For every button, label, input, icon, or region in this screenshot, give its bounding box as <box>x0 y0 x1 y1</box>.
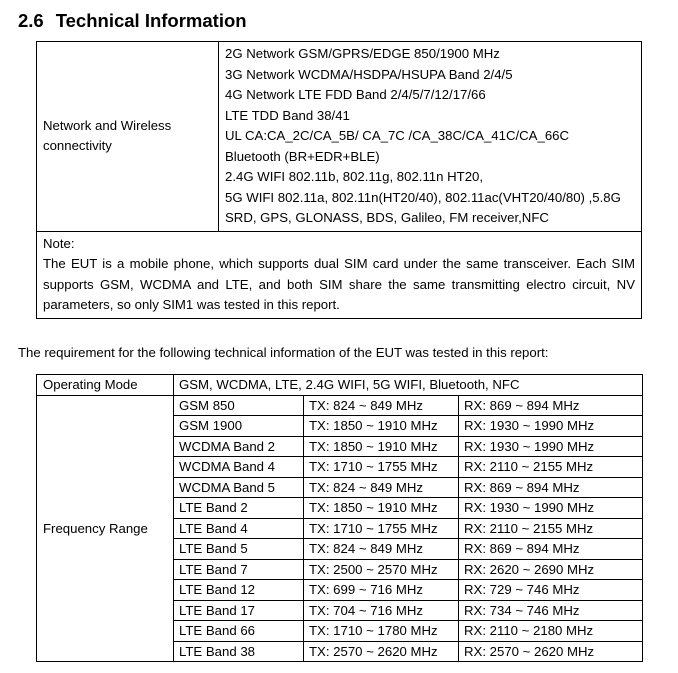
band-cell: WCDMA Band 4 <box>174 457 304 478</box>
frequency-range-label: Frequency Range <box>37 395 174 662</box>
table-row <box>37 375 643 396</box>
rx-cell: RX: 734 ~ 746 MHz <box>459 600 643 621</box>
band-cell: LTE Band 2 <box>174 498 304 519</box>
tx-cell: TX: 824 ~ 849 MHz <box>304 539 459 560</box>
band-cell: LTE Band 38 <box>174 641 304 662</box>
tx-cell: TX: 1850 ~ 1910 MHz <box>304 436 459 457</box>
tx-cell: TX: 704 ~ 716 MHz <box>304 600 459 621</box>
network-label-cell: Network and Wireless connectivity <box>37 42 219 232</box>
note-title: Note: <box>43 235 75 251</box>
frequency-table <box>36 374 643 662</box>
tx-cell: TX: 1850 ~ 1910 MHz <box>304 416 459 437</box>
note-cell <box>37 231 642 318</box>
intro-text: The requirement for the following technical information of the EUT was tested in this report: <box>18 345 549 360</box>
band-cell: WCDMA Band 5 <box>174 477 304 498</box>
network-line: 3G Network WCDMA/HSDPA/HSUPA Band 2/4/5 <box>225 66 513 82</box>
band-cell: LTE Band 17 <box>174 600 304 621</box>
section-title: Technical Information <box>55 10 247 31</box>
network-line: Bluetooth (BR+EDR+BLE) <box>225 148 380 164</box>
rx-cell: RX: 869 ~ 894 MHz <box>459 477 643 498</box>
rx-cell: RX: 869 ~ 894 MHz <box>459 539 643 560</box>
band-cell: LTE Band 5 <box>174 539 304 560</box>
table-row <box>37 231 642 318</box>
tx-cell: TX: 1710 ~ 1755 MHz <box>304 518 459 539</box>
rx-cell: RX: 1930 ~ 1990 MHz <box>459 498 643 519</box>
network-line: 4G Network LTE FDD Band 2/4/5/7/12/17/66 <box>225 87 486 102</box>
tx-cell: TX: 1710 ~ 1780 MHz <box>304 621 459 642</box>
network-line: 2.4G WIFI 802.11b, 802.11g, 802.11n HT20, <box>225 169 484 184</box>
rx-cell: RX: 2570 ~ 2620 MHz <box>459 641 643 662</box>
operating-mode-value: GSM, WCDMA, LTE, 2.4G WIFI, 5G WIFI, Bluetooth, NFC <box>174 375 643 396</box>
rx-cell: RX: 869 ~ 894 MHz <box>459 395 643 416</box>
network-line: UL CA:CA_2C/CA_5B/ CA_7C /CA_38C/CA_41C/CA_66C <box>225 128 570 143</box>
network-line: SRD, GPS, GLONASS, BDS, Galileo, FM receiver,NFC <box>225 210 549 225</box>
rx-cell: RX: 729 ~ 746 MHz <box>459 580 643 601</box>
tx-cell: TX: 824 ~ 849 MHz <box>304 395 459 416</box>
tx-cell: TX: 1710 ~ 1755 MHz <box>304 457 459 478</box>
note-text: The EUT is a mobile phone, which supports dual SIM card under the same transceiver. Each SIM supports GSM, WCDMA and LTE, and both SIM share the same transmitting electro circuit, NV parameters, so only SIM1 was tested in this report. <box>43 256 635 312</box>
tx-cell: TX: 2500 ~ 2570 MHz <box>304 559 459 580</box>
network-connectivity-table <box>36 41 642 319</box>
tx-cell: TX: 824 ~ 849 MHz <box>304 477 459 498</box>
network-line: 2G Network GSM/GPRS/EDGE 850/1900 MHz <box>225 46 500 61</box>
band-cell: LTE Band 4 <box>174 518 304 539</box>
band-cell: WCDMA Band 2 <box>174 436 304 457</box>
table-row <box>37 395 643 416</box>
section-number: 2.6 <box>18 10 44 31</box>
network-values-cell <box>219 42 642 232</box>
rx-cell: RX: 2620 ~ 2690 MHz <box>459 559 643 580</box>
rx-cell: RX: 1930 ~ 1990 MHz <box>459 416 643 437</box>
band-cell: GSM 1900 <box>174 416 304 437</box>
table-row <box>37 42 642 232</box>
network-line: LTE TDD Band 38/41 <box>225 107 350 123</box>
tx-cell: TX: 2570 ~ 2620 MHz <box>304 641 459 662</box>
rx-cell: RX: 2110 ~ 2180 MHz <box>459 621 643 642</box>
rx-cell: RX: 1930 ~ 1990 MHz <box>459 436 643 457</box>
section-heading <box>18 10 247 32</box>
band-cell: GSM 850 <box>174 395 304 416</box>
band-cell: LTE Band 7 <box>174 559 304 580</box>
band-cell: LTE Band 12 <box>174 580 304 601</box>
tx-cell: TX: 1850 ~ 1910 MHz <box>304 498 459 519</box>
network-line: 5G WIFI 802.11a, 802.11n(HT20/40), 802.11ac(VHT20/40/80) ,5.8G <box>225 189 621 205</box>
rx-cell: RX: 2110 ~ 2155 MHz <box>459 518 643 539</box>
rx-cell: RX: 2110 ~ 2155 MHz <box>459 457 643 478</box>
tx-cell: TX: 699 ~ 716 MHz <box>304 580 459 601</box>
operating-mode-label: Operating Mode <box>37 375 174 396</box>
band-cell: LTE Band 66 <box>174 621 304 642</box>
